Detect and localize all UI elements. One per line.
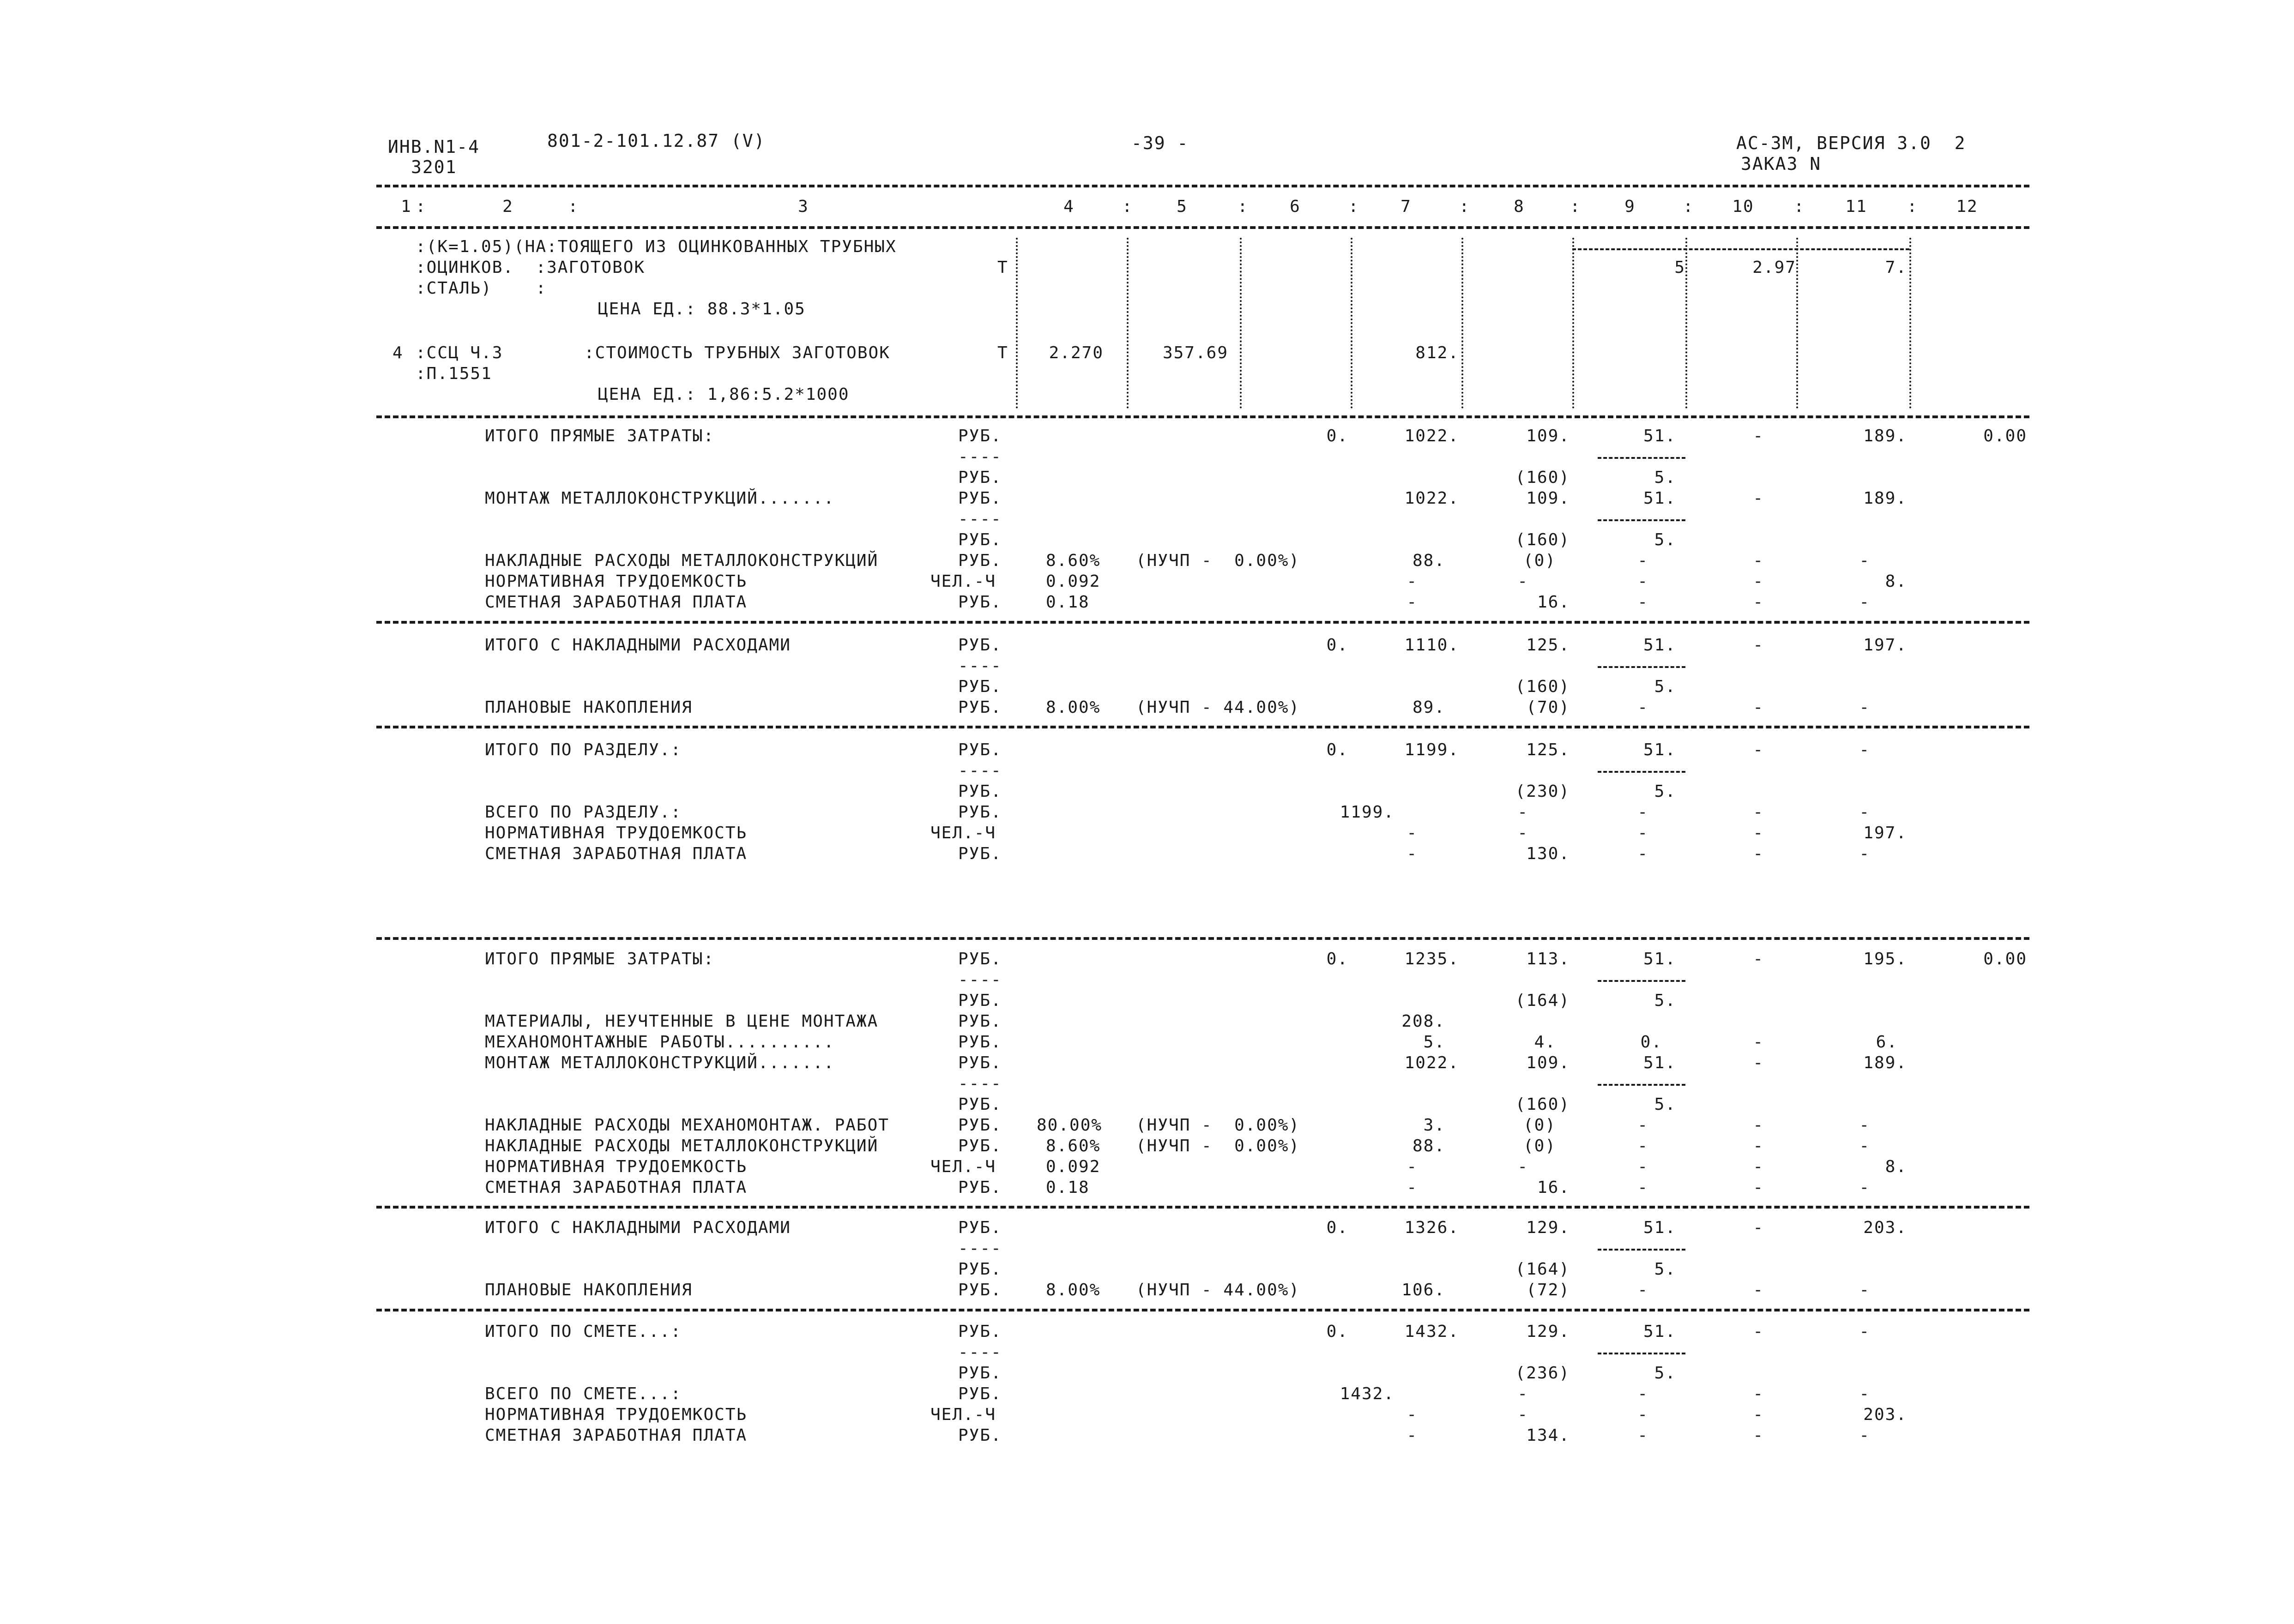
row-unit: РУБ. xyxy=(958,1218,1002,1237)
cell-col10: - xyxy=(1753,489,1764,508)
cell-col10: - xyxy=(1753,950,1764,968)
cell-col7: 1022. xyxy=(1404,427,1459,445)
cell-col11: - xyxy=(1859,698,1870,717)
cell-col9: 51. xyxy=(1643,1218,1676,1237)
cell-col8: (72) xyxy=(1526,1281,1570,1299)
column-number: 6 xyxy=(1290,197,1301,216)
cell-col12: 0.00 xyxy=(1983,950,2027,968)
column-grid xyxy=(1796,238,1798,409)
column-grid xyxy=(1909,238,1911,409)
cell-col7: 88. xyxy=(1412,1137,1445,1155)
item-unit: Т xyxy=(997,343,1008,362)
item-cell: 812. xyxy=(1415,343,1459,362)
column-separator: : xyxy=(1238,197,1249,216)
cell-col9: - xyxy=(1637,1157,1648,1176)
cell-col8: 129. xyxy=(1526,1322,1570,1341)
column-number: 9 xyxy=(1624,197,1636,216)
cell-col9: - xyxy=(1637,803,1648,822)
row-label: МОНТАЖ МЕТАЛЛОКОНСТРУКЦИЙ....... xyxy=(485,489,835,508)
item-cell: 357.69 xyxy=(1162,343,1228,362)
cell-col7: 1235. xyxy=(1404,950,1459,968)
cell-col8: (160) xyxy=(1515,468,1570,487)
cell-col11: 189. xyxy=(1863,1053,1907,1072)
row-label: ИТОГО С НАКЛАДНЫМИ РАСХОДАМИ xyxy=(485,636,791,655)
cell-col8: 109. xyxy=(1526,1053,1570,1072)
column-grid xyxy=(1572,238,1574,409)
column-separator: : xyxy=(1683,197,1694,216)
row-unit: ---- xyxy=(958,510,1002,529)
cell-col9: 51. xyxy=(1643,489,1676,508)
cell-col4: 8.60% xyxy=(1046,551,1101,570)
cell-col7: - xyxy=(1407,1157,1418,1176)
cell-col8: (0) xyxy=(1523,1137,1556,1155)
cell-col9: - xyxy=(1637,1137,1648,1155)
cell-col8: (160) xyxy=(1515,530,1570,549)
cell-col8: 4. xyxy=(1534,1033,1556,1052)
row-unit: ЧЕЛ.-Ч xyxy=(930,572,996,591)
cell-col10: - xyxy=(1753,1178,1764,1197)
column-number: 1 xyxy=(401,197,412,216)
row-unit: РУБ. xyxy=(958,530,1002,549)
item-cell: 2.97 xyxy=(1752,258,1796,277)
row-label: НОРМАТИВНАЯ ТРУДОЕМКОСТЬ xyxy=(485,572,748,591)
row-unit: ---- xyxy=(958,1074,1002,1093)
item-number: 4 xyxy=(392,343,404,362)
subtotal-rule xyxy=(1598,519,1685,521)
cell-col8: (236) xyxy=(1515,1364,1570,1383)
cell-col9: - xyxy=(1637,593,1648,612)
document-code: 801-2-101.12.87 (V) xyxy=(547,131,766,151)
cell-col9: 5. xyxy=(1654,677,1676,696)
cell-col11: - xyxy=(1859,1384,1870,1403)
cell-col10: - xyxy=(1753,1157,1764,1176)
cell-col8: 130. xyxy=(1526,844,1570,863)
row-label: ИТОГО ПРЯМЫЕ ЗАТРАТЫ: xyxy=(485,427,715,445)
cell-col8: (160) xyxy=(1515,1095,1570,1114)
cell-col11: 8. xyxy=(1885,572,1907,591)
cell-col5: (НУЧП - 0.00%) xyxy=(1136,551,1300,570)
cell-col8: (70) xyxy=(1526,698,1570,717)
cell-col6: 0. xyxy=(1326,636,1348,655)
column-separator: : xyxy=(1122,197,1133,216)
cell-col9: 5. xyxy=(1654,1095,1676,1114)
cell-col10: - xyxy=(1753,572,1764,591)
row-label: НОРМАТИВНАЯ ТРУДОЕМКОСТЬ xyxy=(485,1405,748,1424)
cell-col8: 16. xyxy=(1537,593,1570,612)
column-separator: : xyxy=(1907,197,1918,216)
row-unit: РУБ. xyxy=(958,740,1002,759)
cell-col9: 5. xyxy=(1654,1260,1676,1279)
order-label: ЗАКАЗ N xyxy=(1741,154,1822,174)
cell-col6: 0. xyxy=(1326,950,1348,968)
cell-col8: (0) xyxy=(1523,1116,1556,1135)
row-label: ИТОГО С НАКЛАДНЫМИ РАСХОДАМИ xyxy=(485,1218,791,1237)
cell-col9: - xyxy=(1637,844,1648,863)
top-rule xyxy=(376,185,2029,187)
cell-col11: - xyxy=(1859,1178,1870,1197)
row-unit: РУБ. xyxy=(958,489,1002,508)
row-label: МОНТАЖ МЕТАЛЛОКОНСТРУКЦИЙ....... xyxy=(485,1053,835,1072)
row-unit: РУБ. xyxy=(958,1012,1002,1031)
cell-col9: 5. xyxy=(1654,782,1676,801)
column-number: 2 xyxy=(502,197,513,216)
cell-col11: 195. xyxy=(1863,950,1907,968)
cell-col8: 109. xyxy=(1526,427,1570,445)
cell-col10: - xyxy=(1753,844,1764,863)
row-label: ПЛАНОВЫЕ НАКОПЛЕНИЯ xyxy=(485,1281,693,1299)
cell-col7: - xyxy=(1407,1178,1418,1197)
row-label: СМЕТНАЯ ЗАРАБОТНАЯ ПЛАТА xyxy=(485,593,748,612)
cell-col11: - xyxy=(1859,1281,1870,1299)
row-unit: ЧЕЛ.-Ч xyxy=(930,1405,996,1424)
cell-col6: 0. xyxy=(1326,427,1348,445)
cell-col11: - xyxy=(1859,803,1870,822)
section-rule xyxy=(376,726,2029,728)
cell-col8: (0) xyxy=(1523,551,1556,570)
system-version: АС-3М, ВЕРСИЯ 3.0 2 xyxy=(1736,133,1966,153)
cell-col8: 125. xyxy=(1526,740,1570,759)
item-price: ЦЕНА ЕД.: 88.3*1.05 xyxy=(598,300,806,319)
row-unit: РУБ. xyxy=(958,1384,1002,1403)
cell-col6: 1199. xyxy=(1340,803,1395,822)
cell-col9: - xyxy=(1637,1426,1648,1445)
cell-col4: 0.092 xyxy=(1046,1157,1101,1176)
item-cell: 7. xyxy=(1885,258,1907,277)
row-unit: ---- xyxy=(958,447,1002,466)
cell-col8: 134. xyxy=(1526,1426,1570,1445)
cell-col11: - xyxy=(1859,1426,1870,1445)
page-number: -39 - xyxy=(1131,133,1189,153)
row-label: ИТОГО ПО РАЗДЕЛУ.: xyxy=(485,740,682,759)
row-label: ПЛАНОВЫЕ НАКОПЛЕНИЯ xyxy=(485,698,693,717)
subtotal-rule xyxy=(1598,666,1685,668)
cell-col7: - xyxy=(1407,593,1418,612)
section-rule xyxy=(376,415,2029,418)
cell-col10: - xyxy=(1753,636,1764,655)
cell-col7: 208. xyxy=(1401,1012,1445,1031)
cell-col7: 1022. xyxy=(1404,1053,1459,1072)
inventory-number: 3201 xyxy=(411,157,457,177)
subtotal-rule xyxy=(1598,980,1685,982)
row-unit: РУБ. xyxy=(958,782,1002,801)
cell-col10: - xyxy=(1753,1137,1764,1155)
cell-col7: 89. xyxy=(1412,698,1445,717)
cell-col9: 5. xyxy=(1654,991,1676,1010)
row-unit: РУБ. xyxy=(958,1281,1002,1299)
subtotal-rule xyxy=(1598,1353,1685,1354)
cell-col6: 0. xyxy=(1326,1322,1348,1341)
cell-col9: 51. xyxy=(1643,950,1676,968)
cell-col9: - xyxy=(1637,698,1648,717)
row-unit: РУБ. xyxy=(958,677,1002,696)
cell-col9: 5. xyxy=(1654,468,1676,487)
cell-col11: - xyxy=(1859,1137,1870,1155)
row-unit: ---- xyxy=(958,761,1002,780)
cell-col8: 16. xyxy=(1537,1178,1570,1197)
column-number: 11 xyxy=(1845,197,1867,216)
row-unit: РУБ. xyxy=(958,991,1002,1010)
row-unit: ---- xyxy=(958,1239,1002,1258)
cell-col8: - xyxy=(1517,572,1528,591)
cell-col6: 1432. xyxy=(1340,1384,1395,1403)
item-line: :(К=1.05)(НА:ТОЯЩЕГО ИЗ ОЦИНКОВАННЫХ ТРУБНЫХ xyxy=(416,237,897,256)
cell-col11: 189. xyxy=(1863,427,1907,445)
item-cell: 5 xyxy=(1674,258,1685,277)
cell-col8: - xyxy=(1517,1384,1528,1403)
cell-col11: - xyxy=(1859,1116,1870,1135)
cell-col8: - xyxy=(1517,803,1528,822)
column-separator: : xyxy=(1794,197,1805,216)
row-unit: РУБ. xyxy=(958,1053,1002,1072)
cell-col9: 51. xyxy=(1643,1053,1676,1072)
section-rule xyxy=(376,621,2029,624)
row-label: ВСЕГО ПО СМЕТЕ...: xyxy=(485,1384,682,1403)
row-unit: ---- xyxy=(958,970,1002,989)
subtotal-rule xyxy=(1598,1249,1685,1251)
cell-col4: 8.00% xyxy=(1046,1281,1101,1299)
cell-col11: 197. xyxy=(1863,636,1907,655)
cell-col8: - xyxy=(1517,824,1528,842)
cell-col10: - xyxy=(1753,740,1764,759)
cell-col10: - xyxy=(1753,1033,1764,1052)
cell-col5: (НУЧП - 0.00%) xyxy=(1136,1116,1300,1135)
row-unit: РУБ. xyxy=(958,593,1002,612)
cell-col9: - xyxy=(1637,824,1648,842)
cell-col8: - xyxy=(1517,1157,1528,1176)
cell-col4: 0.18 xyxy=(1046,1178,1090,1197)
column-grid xyxy=(1461,238,1463,409)
cell-col9: 51. xyxy=(1643,1322,1676,1341)
row-label: СМЕТНАЯ ЗАРАБОТНАЯ ПЛАТА xyxy=(485,1426,748,1445)
row-label: ИТОГО ПРЯМЫЕ ЗАТРАТЫ: xyxy=(485,950,715,968)
cell-col9: - xyxy=(1637,551,1648,570)
cell-col8: (164) xyxy=(1515,1260,1570,1279)
row-unit: РУБ. xyxy=(958,698,1002,717)
cell-col11: 6. xyxy=(1876,1033,1898,1052)
row-unit: РУБ. xyxy=(958,1322,1002,1341)
cell-col7: - xyxy=(1407,572,1418,591)
column-grid xyxy=(1685,238,1687,409)
cell-col7: 1326. xyxy=(1404,1218,1459,1237)
item-code: :ССЦ Ч.3 xyxy=(416,343,503,362)
row-label: НОРМАТИВНАЯ ТРУДОЕМКОСТЬ xyxy=(485,824,748,842)
cell-col8: 129. xyxy=(1526,1218,1570,1237)
cell-col11: - xyxy=(1859,593,1870,612)
cell-col8: - xyxy=(1517,1405,1528,1424)
column-number: 10 xyxy=(1732,197,1754,216)
row-unit: РУБ. xyxy=(958,1426,1002,1445)
cell-col10: - xyxy=(1753,824,1764,842)
row-unit: РУБ. xyxy=(958,1116,1002,1135)
cell-col7: 3. xyxy=(1423,1116,1445,1135)
cell-col7: - xyxy=(1407,824,1418,842)
column-number: 7 xyxy=(1401,197,1412,216)
cell-col11: 197. xyxy=(1863,824,1907,842)
cell-col5: (НУЧП - 44.00%) xyxy=(1136,698,1300,717)
item-name: :СТОИМОСТЬ ТРУБНЫХ ЗАГОТОВОК xyxy=(584,343,890,362)
header-rule xyxy=(376,226,2029,229)
column-number: 12 xyxy=(1956,197,1978,216)
column-grid xyxy=(1016,238,1018,409)
cell-col9: - xyxy=(1637,1405,1648,1424)
row-label: НАКЛАДНЫЕ РАСХОДЫ МЕТАЛЛОКОНСТРУКЦИЙ xyxy=(485,1137,879,1155)
row-unit: ---- xyxy=(958,1343,1002,1362)
cell-col12: 0.00 xyxy=(1983,427,2027,445)
cell-col7: 1432. xyxy=(1404,1322,1459,1341)
row-unit: РУБ. xyxy=(958,1178,1002,1197)
cell-col7: - xyxy=(1407,1426,1418,1445)
cell-col7: - xyxy=(1407,844,1418,863)
cell-col10: - xyxy=(1753,1384,1764,1403)
item-price: ЦЕНА ЕД.: 1,86:5.2*1000 xyxy=(598,385,850,404)
row-unit: РУБ. xyxy=(958,844,1002,863)
column-number: 4 xyxy=(1063,197,1075,216)
subtotal-rule xyxy=(1598,457,1685,459)
cell-col10: - xyxy=(1753,1218,1764,1237)
cell-col9: 0. xyxy=(1640,1033,1662,1052)
row-unit: РУБ. xyxy=(958,1033,1002,1052)
column-separators: : xyxy=(416,197,427,216)
column-separator: : xyxy=(1459,197,1470,216)
cell-col11: 203. xyxy=(1863,1405,1907,1424)
column-number: 8 xyxy=(1514,197,1525,216)
cell-col6: 0. xyxy=(1326,1218,1348,1237)
cell-col6: 0. xyxy=(1326,740,1348,759)
row-unit: РУБ. xyxy=(958,468,1002,487)
cell-col8: 113. xyxy=(1526,950,1570,968)
column-separator: : xyxy=(568,197,579,216)
cell-col4: 8.00% xyxy=(1046,698,1101,717)
cell-col9: - xyxy=(1637,1178,1648,1197)
cell-col7: 1199. xyxy=(1404,740,1459,759)
row-unit: РУБ. xyxy=(958,1364,1002,1383)
cell-col7: 5. xyxy=(1423,1033,1445,1052)
cell-col7: 106. xyxy=(1401,1281,1445,1299)
cell-col9: 5. xyxy=(1654,530,1676,549)
row-label: НАКЛАДНЫЕ РАСХОДЫ МЕХАНОМОНТАЖ. РАБОТ xyxy=(485,1116,889,1135)
cell-col7: 1110. xyxy=(1404,636,1459,655)
subtotal-rule xyxy=(1598,771,1685,773)
row-unit: РУБ. xyxy=(958,427,1002,445)
section-rule xyxy=(376,1309,2029,1311)
row-label: МЕХАНОМОНТАЖНЫЕ РАБОТЫ.......... xyxy=(485,1033,835,1052)
cell-col5: (НУЧП - 44.00%) xyxy=(1136,1281,1300,1299)
cell-col9: 51. xyxy=(1643,636,1676,655)
section-rule xyxy=(376,1206,2029,1209)
cell-col9: - xyxy=(1637,1116,1648,1135)
row-unit: ЧЕЛ.-Ч xyxy=(930,1157,996,1176)
cell-col4: 80.00% xyxy=(1037,1116,1103,1135)
item-code: :П.1551 xyxy=(416,364,492,383)
cell-col10: - xyxy=(1753,1426,1764,1445)
cell-col7: 1022. xyxy=(1404,489,1459,508)
row-label: МАТЕРИАЛЫ, НЕУЧТЕННЫЕ В ЦЕНЕ МОНТАЖА xyxy=(485,1012,879,1031)
row-label: СМЕТНАЯ ЗАРАБОТНАЯ ПЛАТА xyxy=(485,1178,748,1197)
cell-col4: 0.092 xyxy=(1046,572,1101,591)
cell-col9: - xyxy=(1637,572,1648,591)
cell-col10: - xyxy=(1753,803,1764,822)
cell-col11: 8. xyxy=(1885,1157,1907,1176)
item-line: :ОЦИНКОВ. :ЗАГОТОВОК xyxy=(416,258,646,277)
cell-col10: - xyxy=(1753,427,1764,445)
row-unit: ---- xyxy=(958,656,1002,675)
subtotal-rule xyxy=(1598,1084,1685,1086)
cell-col9: - xyxy=(1637,1384,1648,1403)
section-rule xyxy=(376,937,2029,940)
cell-col9: 51. xyxy=(1643,740,1676,759)
cell-col11: - xyxy=(1859,844,1870,863)
cell-col10: - xyxy=(1753,1322,1764,1341)
cell-col11: - xyxy=(1859,551,1870,570)
cell-col9: 5. xyxy=(1654,1364,1676,1383)
cell-col11: 189. xyxy=(1863,489,1907,508)
cell-col9: 51. xyxy=(1643,427,1676,445)
column-separator: : xyxy=(1570,197,1581,216)
row-label: НОРМАТИВНАЯ ТРУДОЕМКОСТЬ xyxy=(485,1157,748,1176)
row-unit: РУБ. xyxy=(958,636,1002,655)
cell-col11: - xyxy=(1859,1322,1870,1341)
cell-col8: (160) xyxy=(1515,677,1570,696)
column-separator: : xyxy=(1348,197,1359,216)
cell-col10: - xyxy=(1753,551,1764,570)
row-unit: РУБ. xyxy=(958,950,1002,968)
item-line: :СТАЛЬ) : xyxy=(416,279,547,298)
row-label: СМЕТНАЯ ЗАРАБОТНАЯ ПЛАТА xyxy=(485,844,748,863)
column-grid xyxy=(1240,238,1242,409)
row-label: ВСЕГО ПО РАЗДЕЛУ.: xyxy=(485,803,682,822)
row-unit: РУБ. xyxy=(958,1137,1002,1155)
cell-col4: 8.60% xyxy=(1046,1137,1101,1155)
cell-col10: - xyxy=(1753,698,1764,717)
column-number: 5 xyxy=(1177,197,1188,216)
row-label: НАКЛАДНЫЕ РАСХОДЫ МЕТАЛЛОКОНСТРУКЦИЙ xyxy=(485,551,879,570)
inventory-label: ИНВ.N1-4 xyxy=(388,137,480,157)
cell-col8: 109. xyxy=(1526,489,1570,508)
cell-col10: - xyxy=(1753,1405,1764,1424)
column-number: 3 xyxy=(798,197,809,216)
cell-col7: - xyxy=(1407,1405,1418,1424)
row-label: ИТОГО ПО СМЕТЕ...: xyxy=(485,1322,682,1341)
row-unit: РУБ. xyxy=(958,1095,1002,1114)
cell-col11: 203. xyxy=(1863,1218,1907,1237)
cell-col9: - xyxy=(1637,1281,1648,1299)
cell-col5: (НУЧП - 0.00%) xyxy=(1136,1137,1300,1155)
row-unit: ЧЕЛ.-Ч xyxy=(930,824,996,842)
cell-col10: - xyxy=(1753,1053,1764,1072)
row-unit: РУБ. xyxy=(958,803,1002,822)
cell-col7: 88. xyxy=(1412,551,1445,570)
column-grid xyxy=(1127,238,1129,409)
row-unit: РУБ. xyxy=(958,551,1002,570)
cell-col11: - xyxy=(1859,740,1870,759)
cell-col10: - xyxy=(1753,593,1764,612)
cell-col8: (164) xyxy=(1515,991,1570,1010)
row-unit: РУБ. xyxy=(958,1260,1002,1279)
cell-col8: 125. xyxy=(1526,636,1570,655)
cell-col8: (230) xyxy=(1515,782,1570,801)
item-cell-rule xyxy=(1572,248,1909,250)
cell-col4: 0.18 xyxy=(1046,593,1090,612)
column-grid xyxy=(1351,238,1352,409)
cell-col10: - xyxy=(1753,1281,1764,1299)
cell-col10: - xyxy=(1753,1116,1764,1135)
item-cell: 2.270 xyxy=(1049,343,1104,362)
item-unit: Т xyxy=(997,258,1008,277)
